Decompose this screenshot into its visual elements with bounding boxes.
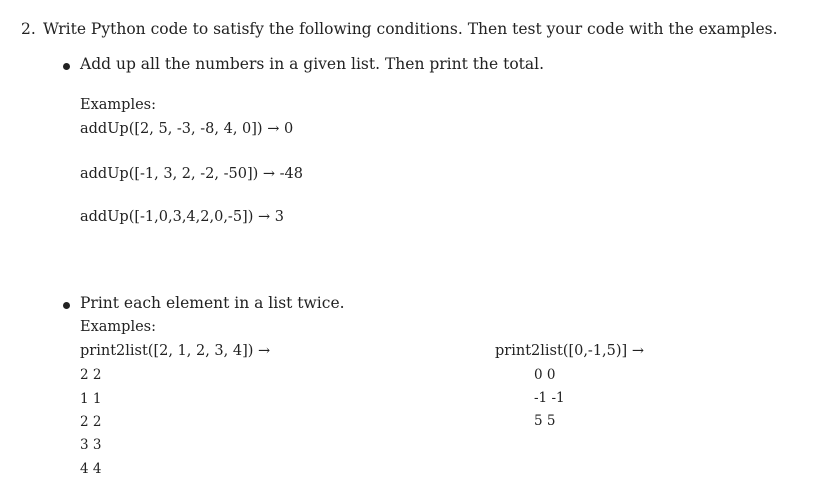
example-line: addUp([-1, 3, 2, -2, -50]) → -48: [80, 166, 303, 182]
left-output-line: 2 2: [80, 367, 102, 383]
example-line: addUp([2, 5, -3, -8, 4, 0]) → 0: [80, 121, 294, 137]
right-output-line: -1 -1: [534, 390, 565, 406]
examples-label: Examples:: [80, 319, 156, 335]
bullet-icon: [63, 63, 70, 70]
right-example-call: print2list([0,-1,5)] →: [495, 343, 644, 359]
left-example-call: print2list([2, 1, 2, 3, 4]) →: [80, 343, 271, 359]
left-output-line: 1 1: [80, 391, 102, 407]
example-line: addUp([-1,0,3,4,2,0,-5]) → 3: [80, 209, 284, 225]
right-output-line: 0 0: [534, 367, 556, 383]
right-output-line: 5 5: [534, 413, 556, 429]
task-add-up-description: Add up all the numbers in a given list. Then print the total.: [80, 55, 545, 73]
task-print-twice-description: Print each element in a list twice.: [80, 294, 345, 312]
left-output-line: 2 2: [80, 414, 102, 430]
question-number: 2.: [21, 20, 36, 38]
left-output-line: 3 3: [80, 437, 102, 453]
examples-label: Examples:: [80, 97, 156, 113]
left-output-line: 4 4: [80, 461, 102, 477]
bullet-icon: [63, 302, 70, 309]
question-text: Write Python code to satisfy the following conditions. Then test your code with the examples.: [43, 20, 778, 38]
